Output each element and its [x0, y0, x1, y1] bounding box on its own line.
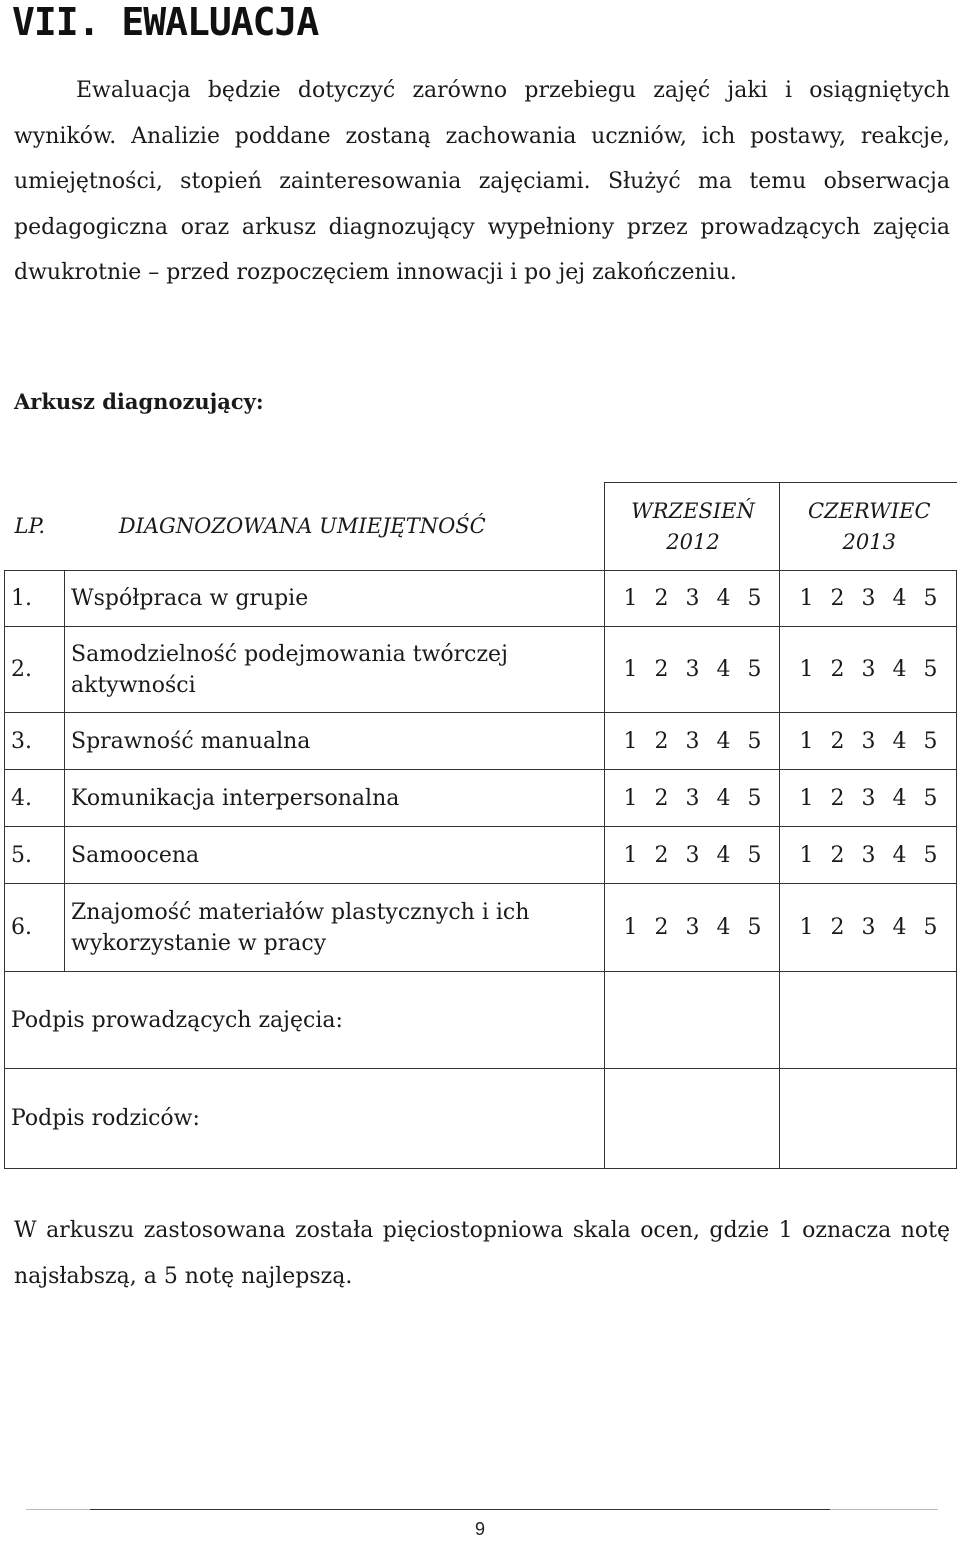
row-number: 4.	[5, 770, 65, 827]
signature-parents-september-field[interactable]	[605, 1069, 780, 1169]
row-skill: Sprawność manualna	[65, 713, 605, 770]
signature-parents-june-field[interactable]	[780, 1069, 957, 1169]
table-row	[5, 770, 957, 827]
signature-teachers-june-field[interactable]	[780, 972, 957, 1069]
row-skill: Samodzielność podejmowania twórczej aktywności	[65, 627, 605, 713]
rating-scale-june[interactable]: 1 2 3 4 5	[780, 713, 957, 770]
form-title: Arkusz diagnozujący:	[14, 389, 264, 414]
rating-scale-september[interactable]: 1 2 3 4 5	[605, 770, 780, 827]
rating-scale-september[interactable]: 1 2 3 4 5	[605, 827, 780, 884]
signature-parents-label: Podpis rodziców:	[5, 1069, 605, 1169]
rating-scale-june[interactable]: 1 2 3 4 5	[780, 627, 957, 713]
row-number: 6.	[5, 884, 65, 972]
rating-scale-june[interactable]: 1 2 3 4 5	[780, 884, 957, 972]
rating-scale-june[interactable]: 1 2 3 4 5	[780, 571, 957, 627]
header-period2-year: 2013	[842, 529, 896, 554]
rating-scale-september[interactable]: 1 2 3 4 5	[605, 627, 780, 713]
header-period2	[780, 483, 957, 571]
header-number: LP.	[5, 483, 65, 571]
signature-teachers-september-field[interactable]	[605, 972, 780, 1069]
intro-paragraph: Ewaluacja będzie dotyczyć zarówno przebiegu zajęć jaki i osiągniętych wyników. Analizie poddane zostaną zachowania uczniów, ich postawy, reakcje, umiejętności, stopień zainteresowania zajęciami. Służyć ma temu obserwacja pedagogiczna oraz arkusz diagnozujący wypełniony przez prowadzących zajęcia dwukrotnie – przed rozpoczęciem innowacji i po jej zakończeniu.	[14, 78, 950, 285]
table-header-row	[5, 483, 957, 571]
row-skill: Komunikacja interpersonalna	[65, 770, 605, 827]
signature-teachers-label: Podpis prowadzących zajęcia:	[5, 972, 605, 1069]
header-skill: DIAGNOZOWANA UMIEJĘTNOŚĆ	[65, 483, 605, 571]
row-number: 2.	[5, 627, 65, 713]
rating-scale-june[interactable]: 1 2 3 4 5	[780, 770, 957, 827]
row-skill: Znajomość materiałów plastycznych i ich wykorzystanie w pracy	[65, 884, 605, 972]
header-period2-month: CZERWIEC	[807, 498, 931, 523]
page-number: 9	[474, 1519, 485, 1539]
rating-scale-june[interactable]: 1 2 3 4 5	[780, 827, 957, 884]
rating-scale-september[interactable]: 1 2 3 4 5	[605, 884, 780, 972]
rating-scale-september[interactable]: 1 2 3 4 5	[605, 713, 780, 770]
diagnostic-table	[4, 482, 957, 1169]
row-skill: Współpraca w grupie	[65, 571, 605, 627]
closing-paragraph: W arkuszu zastosowana została pięciostopniowa skala ocen, gdzie 1 oznacza notę najsłabszą, a 5 notę najlepszą.	[14, 1218, 950, 1289]
row-skill: Samoocena	[65, 827, 605, 884]
header-period1	[605, 483, 780, 571]
rating-scale-september[interactable]: 1 2 3 4 5	[605, 571, 780, 627]
table-row	[5, 571, 957, 627]
table-row	[5, 884, 957, 972]
row-number: 5.	[5, 827, 65, 884]
row-number: 3.	[5, 713, 65, 770]
signature-row-teachers	[5, 972, 957, 1069]
header-period1-year: 2012	[666, 529, 720, 554]
table-row	[5, 627, 957, 713]
header-period1-month: WRZESIEŃ	[631, 498, 755, 523]
table-row	[5, 713, 957, 770]
table-row	[5, 827, 957, 884]
signature-row-parents	[5, 1069, 957, 1169]
section-title: VII. EWALUACJA	[12, 0, 319, 44]
footer-divider-accent	[90, 1509, 830, 1510]
row-number: 1.	[5, 571, 65, 627]
